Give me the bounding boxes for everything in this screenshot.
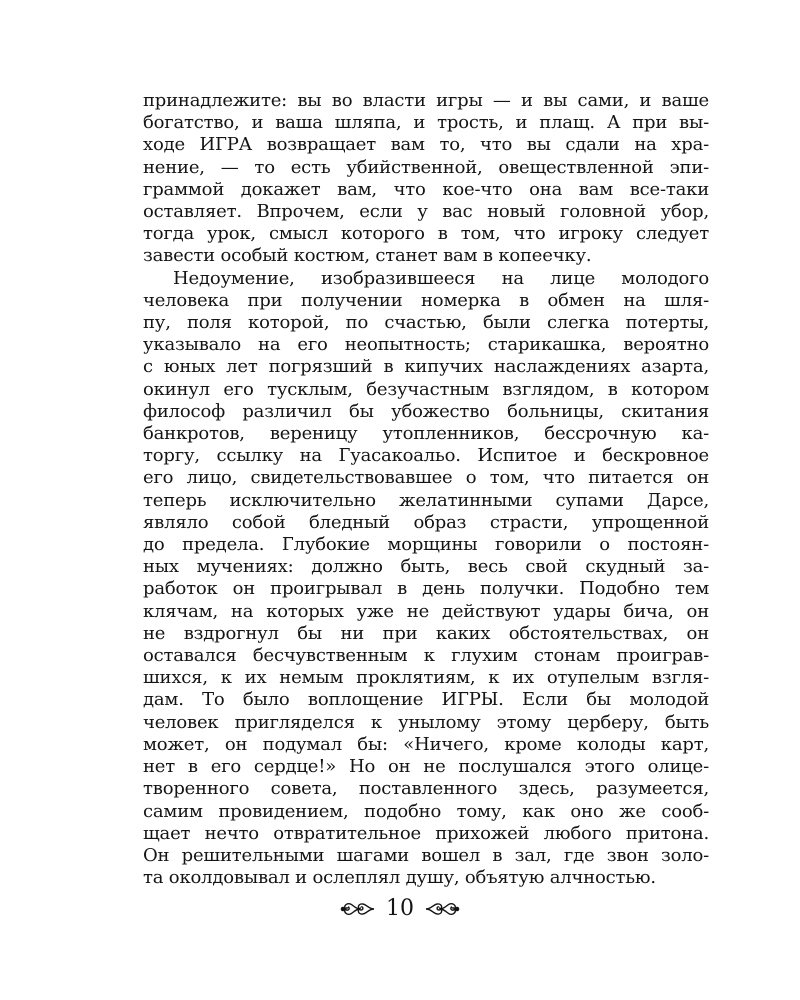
text-line: окинул его тусклым, безучастным взглядом, в котором (143, 378, 709, 400)
text-line: оставался бесчувственным к глухим стонам проиграв- (143, 645, 709, 667)
paragraph (143, 90, 709, 268)
text-line: клячам, на которых уже не действуют удары бича, он (143, 600, 709, 622)
floral-ornament-right-icon (424, 899, 460, 919)
text-line: тогда урок, смысл которого в том, что игроку следует (143, 223, 709, 245)
text-line: Недоумение, изобразившееся на лице молодого (173, 267, 709, 289)
paragraph (143, 268, 709, 890)
text-line: с юных лет погрязший в кипучих наслаждениях азарта, (143, 356, 709, 378)
text-line: дам. То было воплощение ИГРЫ. Если бы молодой (143, 689, 709, 711)
text-line: может, он подумал бы: «Ничего, кроме колоды карт, (143, 733, 709, 755)
text-line: богатство, и ваша шляпа, и трость, и плащ. А при вы- (143, 112, 709, 134)
text-line: ходе ИГРА возвращает вам то, что вы сдали на хра- (143, 134, 709, 156)
text-line: граммой докажет вам, что кое-что она вам все-таки (143, 178, 709, 200)
text-line: щает нечто отвратительное прихожей любого притона. (143, 822, 709, 844)
text-line: нение, — то есть убийственной, овеществленной эпи- (143, 156, 709, 178)
floral-ornament-left-icon (340, 899, 376, 919)
text-line: указывало на его неопытность; старикашка, вероятно (143, 334, 709, 356)
text-line: ных мучениях: должно быть, весь свой скудный за- (143, 556, 709, 578)
text-line: являло собой бледный образ страсти, упрощенной (143, 511, 709, 533)
text-line: философ различил бы убожество больницы, скитания (143, 400, 709, 422)
text-line: Он решительными шагами вошел в зал, где звон золо- (143, 844, 709, 866)
text-line: торгу, ссылку на Гуасакоальо. Испитое и бескровное (143, 445, 709, 467)
text-line: его лицо, свидетельствовавшее о том, что питается он (143, 467, 709, 489)
text-line: пу, поля которой, по счастью, были слегка потерты, (143, 312, 709, 334)
text-line: завести особый костюм, станет вам в копеечку. (143, 245, 592, 267)
text-line: банкротов, вереницу утопленников, бессрочную ка- (143, 423, 709, 445)
text-line: не вздрогнул бы ни при каких обстоятельствах, он (143, 622, 709, 644)
text-line: самим провидением, подобно тому, как оно же сооб- (143, 800, 709, 822)
page-number: 10 (386, 896, 414, 921)
body-text (143, 90, 709, 889)
page-footer (0, 897, 800, 921)
text-line: оставляет. Впрочем, если у вас новый головной убор, (143, 201, 709, 223)
text-line: теперь исключительно желатинными супами Дарсе, (143, 489, 709, 511)
text-line: человек пригляделся к унылому этому церберу, быть (143, 711, 709, 733)
text-line: принадлежите: вы во власти игры — и вы сами, и ваше (143, 90, 709, 111)
text-line: шихся, к их немым проклятиям, к их отупелым взгля- (143, 667, 709, 689)
text-line: та околдовывал и ослеплял душу, объятую алчностью. (143, 867, 656, 889)
text-line: нет в его сердце!» Но он не послушался этого олице- (143, 756, 709, 778)
text-line: человека при получении номерка в обмен на шля- (143, 289, 709, 311)
text-line: до предела. Глубокие морщины говорили о постоян- (143, 534, 709, 556)
text-line: работок он проигрывал в день получки. Подобно тем (143, 578, 709, 600)
text-line: творенного совета, поставленного здесь, разумеется, (143, 778, 709, 800)
